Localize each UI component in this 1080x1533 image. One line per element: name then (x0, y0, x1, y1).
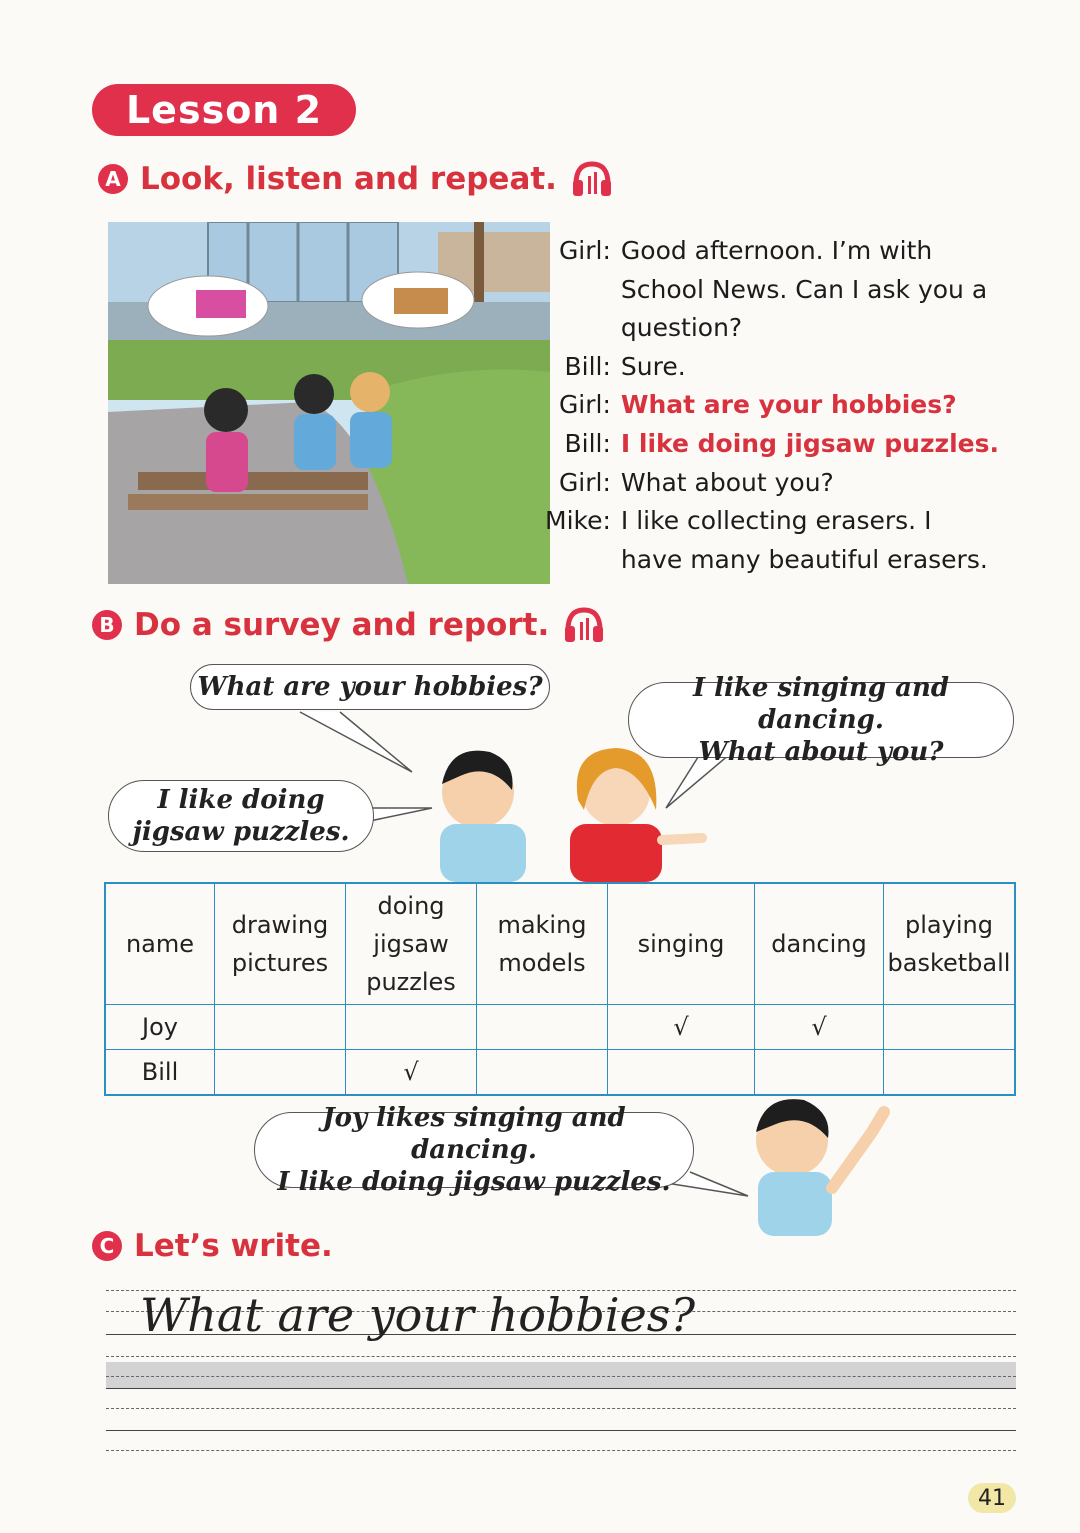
table-cell[interactable] (477, 1005, 608, 1050)
writing-baseline (106, 1430, 1016, 1431)
dialogue-line-highlight: I like doing jigsaw puzzles. (620, 428, 999, 458)
table-row (105, 1050, 1015, 1096)
bubble-text: jigsaw puzzles. (132, 817, 350, 847)
section-c-title (92, 1228, 333, 1264)
writing-band (106, 1362, 1016, 1388)
dialogue-line-highlight: What are your hobbies? (620, 390, 957, 420)
table-cell[interactable] (215, 1005, 346, 1050)
speech-bubble-boy (108, 780, 374, 852)
dialogue-line: have many beautiful erasers. (620, 544, 988, 574)
survey-table (104, 882, 1016, 1096)
bubble-text: What about you? (698, 737, 944, 767)
table-cell[interactable] (755, 1050, 884, 1096)
table-cell[interactable]: √ (608, 1005, 755, 1050)
bubble-text: I like doing (157, 785, 325, 815)
table-cell: Joy (105, 1005, 215, 1050)
section-a-letter: A (98, 164, 128, 194)
table-cell[interactable] (608, 1050, 755, 1096)
lesson-badge: Lesson 2 (92, 84, 356, 136)
boy-reporting-illustration (744, 1092, 904, 1236)
speaker-label: Girl: (558, 467, 611, 497)
writing-baseline (106, 1388, 1016, 1389)
bubble-text: What are your hobbies? (197, 672, 543, 702)
table-row (105, 1005, 1015, 1050)
header-dancing: dancing (755, 883, 884, 1005)
table-cell[interactable] (346, 1005, 477, 1050)
table-cell[interactable] (215, 1050, 346, 1096)
section-c-label: Let’s write. (134, 1228, 333, 1264)
kids-illustration (420, 740, 720, 882)
speaker-label: Girl: (558, 236, 611, 265)
section-c-letter: C (92, 1231, 122, 1261)
speech-bubble-question (190, 664, 550, 710)
writing-line (106, 1356, 1016, 1357)
writing-line (106, 1450, 1016, 1451)
dialogue-line: School News. Can I ask you a (620, 274, 988, 304)
dialogue-line: I like collecting erasers. I (620, 506, 932, 536)
section-a-label: Look, listen and repeat. (140, 161, 557, 197)
section-b-letter: B (92, 610, 122, 640)
header-name: name (105, 883, 215, 1005)
table-cell[interactable] (884, 1050, 1016, 1096)
bubble-text: I like doing jigsaw puzzles. (277, 1167, 671, 1197)
header-drawing: drawing pictures (215, 883, 346, 1005)
speaker-label: Bill: (564, 428, 611, 458)
dialogue-line: What about you? (620, 467, 834, 497)
speech-bubble-report (254, 1103, 694, 1197)
section-b-label: Do a survey and report. (134, 607, 550, 643)
speaker-label: Mike: (545, 506, 611, 536)
handwriting-sample: What are your hobbies? (140, 1288, 696, 1342)
header-singing: singing (608, 883, 755, 1005)
table-cell: Bill (105, 1050, 215, 1096)
speaker-label: Girl: (558, 390, 611, 420)
bubble-text: I like singing and dancing. (692, 673, 950, 735)
header-jigsaw: doing jigsaw puzzles (346, 883, 477, 1005)
table-header-row (105, 883, 1015, 1005)
bubble-text: Joy likes singing and dancing. (322, 1103, 626, 1165)
dialogue-line: question? (620, 313, 743, 343)
table-cell[interactable] (477, 1050, 608, 1096)
dialogue-line: Good afternoon. I’m with (620, 236, 933, 265)
writing-line (106, 1376, 1016, 1377)
table-cell[interactable]: √ (755, 1005, 884, 1050)
writing-line (106, 1408, 1016, 1409)
header-models: making models (477, 883, 608, 1005)
page-number: 41 (968, 1483, 1016, 1513)
speaker-label: Bill: (564, 351, 611, 381)
table-cell[interactable]: √ (346, 1050, 477, 1096)
table-cell[interactable] (884, 1005, 1016, 1050)
header-basketball: playing basketball (884, 883, 1016, 1005)
dialogue-line: Sure. (620, 351, 686, 381)
